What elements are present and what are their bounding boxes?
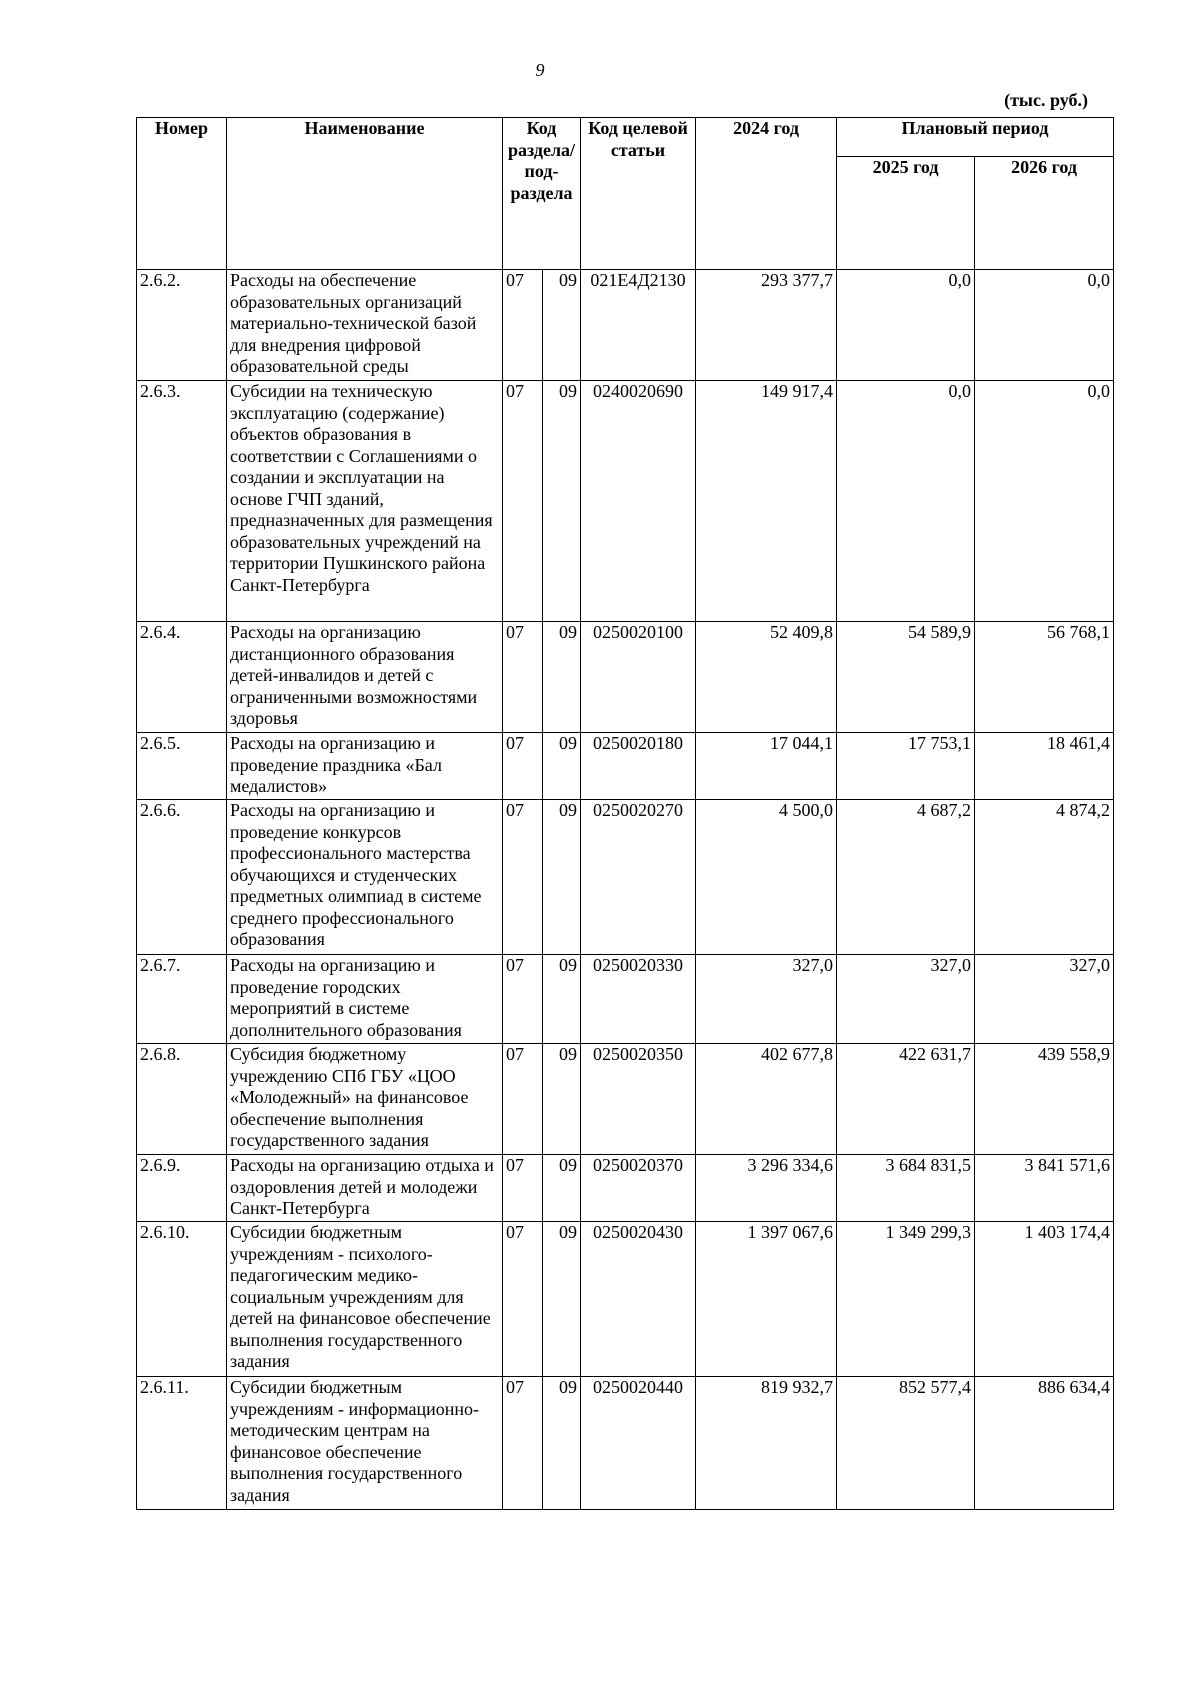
row-number: 2.6.8. (137, 1044, 227, 1155)
row-name: Расходы на обеспечение образовательных организаций материально-технической базой для внедрения цифровой образовательной среды (227, 270, 503, 381)
row-value-2024: 1 397 067,6 (696, 1222, 837, 1377)
row-subsection-code: 09 (543, 381, 581, 622)
row-target-code: 0250020100 (581, 622, 696, 733)
row-section-code: 07 (503, 270, 543, 381)
table-row (137, 1155, 1114, 1222)
row-value-2025: 4 687,2 (837, 800, 975, 955)
row-target-code: 0250020330 (581, 955, 696, 1044)
row-value-2025: 0,0 (837, 381, 975, 622)
row-value-2026: 0,0 (975, 381, 1114, 622)
row-number: 2.6.10. (137, 1222, 227, 1377)
row-section-code: 07 (503, 800, 543, 955)
header-planning-period: Плановый период (837, 118, 1114, 157)
row-number: 2.6.3. (137, 381, 227, 622)
row-name: Субсидии на техническую эксплуатацию (содержание) объектов образования в соответствии с Соглашениями о создании и эксплуатации на основе ГЧП зданий, предназначенных для размещения образовательных учреждений на территории Пушкинского района Санкт-Петербурга (227, 381, 503, 622)
row-target-code: 0250020180 (581, 733, 696, 800)
budget-table (136, 117, 1114, 1510)
row-subsection-code: 09 (543, 1222, 581, 1377)
row-value-2026: 327,0 (975, 955, 1114, 1044)
row-subsection-code: 09 (543, 800, 581, 955)
table-row (137, 1044, 1114, 1155)
header-year-2026: 2026 год (975, 157, 1114, 270)
row-section-code: 07 (503, 1044, 543, 1155)
row-subsection-code: 09 (543, 622, 581, 733)
row-name: Субсидия бюджетному учреждению СПб ГБУ «ЦОО «Молодежный» на финансовое обеспечение выполнения государственного задания (227, 1044, 503, 1155)
header-section-code: Код раздела/ под-раздела (503, 118, 581, 270)
row-value-2026: 439 558,9 (975, 1044, 1114, 1155)
header-year-2025: 2025 год (837, 157, 975, 270)
row-subsection-code: 09 (543, 1377, 581, 1510)
row-value-2026: 18 461,4 (975, 733, 1114, 800)
table-row (137, 1222, 1114, 1377)
row-subsection-code: 09 (543, 1155, 581, 1222)
row-value-2024: 52 409,8 (696, 622, 837, 733)
row-value-2026: 1 403 174,4 (975, 1222, 1114, 1377)
row-subsection-code: 09 (543, 733, 581, 800)
row-name: Субсидии бюджетным учреждениям - информационно-методическим центрам на финансовое обеспечение выполнения государственного задания (227, 1377, 503, 1510)
row-value-2024: 293 377,7 (696, 270, 837, 381)
row-subsection-code: 09 (543, 1044, 581, 1155)
row-name: Расходы на организацию дистанционного образования детей-инвалидов и детей с ограниченными возможностями здоровья (227, 622, 503, 733)
row-section-code: 07 (503, 733, 543, 800)
row-value-2024: 4 500,0 (696, 800, 837, 955)
row-value-2025: 3 684 831,5 (837, 1155, 975, 1222)
row-section-code: 07 (503, 622, 543, 733)
row-name: Субсидии бюджетным учреждениям - психолого-педагогическим медико-социальным учреждениям для детей на финансовое обеспечение выполнения государственного задания (227, 1222, 503, 1377)
table-row (137, 955, 1114, 1044)
table-header (137, 118, 1114, 270)
units-label: (тыс. руб.) (1004, 90, 1088, 110)
table-row (137, 381, 1114, 622)
row-value-2024: 402 677,8 (696, 1044, 837, 1155)
table-row (137, 733, 1114, 800)
row-value-2024: 149 917,4 (696, 381, 837, 622)
row-target-code: 0250020270 (581, 800, 696, 955)
row-subsection-code: 09 (543, 270, 581, 381)
row-target-code: 0250020440 (581, 1377, 696, 1510)
row-number: 2.6.9. (137, 1155, 227, 1222)
row-value-2024: 327,0 (696, 955, 837, 1044)
row-number: 2.6.11. (137, 1377, 227, 1510)
header-name: Наименование (227, 118, 503, 270)
row-value-2026: 886 634,4 (975, 1377, 1114, 1510)
row-number: 2.6.2. (137, 270, 227, 381)
row-section-code: 07 (503, 1155, 543, 1222)
row-number: 2.6.7. (137, 955, 227, 1044)
row-target-code: 0250020430 (581, 1222, 696, 1377)
row-section-code: 07 (503, 381, 543, 622)
table-row (137, 1377, 1114, 1510)
header-number: Номер (137, 118, 227, 270)
row-value-2025: 17 753,1 (837, 733, 975, 800)
table-row (137, 270, 1114, 381)
table-row (137, 800, 1114, 955)
table-body (137, 270, 1114, 1510)
row-target-code: 0240020690 (581, 381, 696, 622)
header-year-2024: 2024 год (696, 118, 837, 270)
row-target-code: 0250020370 (581, 1155, 696, 1222)
row-value-2026: 3 841 571,6 (975, 1155, 1114, 1222)
row-value-2025: 54 589,9 (837, 622, 975, 733)
row-section-code: 07 (503, 955, 543, 1044)
row-value-2025: 327,0 (837, 955, 975, 1044)
row-value-2025: 852 577,4 (837, 1377, 975, 1510)
row-value-2026: 0,0 (975, 270, 1114, 381)
row-value-2025: 422 631,7 (837, 1044, 975, 1155)
row-name: Расходы на организацию и проведение праздника «Бал медалистов» (227, 733, 503, 800)
row-value-2025: 0,0 (837, 270, 975, 381)
row-name: Расходы на организацию и проведение городских мероприятий в системе дополнительного образования (227, 955, 503, 1044)
row-value-2024: 17 044,1 (696, 733, 837, 800)
row-subsection-code: 09 (543, 955, 581, 1044)
table-row (137, 622, 1114, 733)
page-number: 9 (535, 60, 545, 80)
row-section-code: 07 (503, 1377, 543, 1510)
row-number: 2.6.6. (137, 800, 227, 955)
row-value-2025: 1 349 299,3 (837, 1222, 975, 1377)
header-target-code: Код целевой статьи (581, 118, 696, 270)
row-number: 2.6.4. (137, 622, 227, 733)
row-target-code: 0250020350 (581, 1044, 696, 1155)
row-value-2026: 56 768,1 (975, 622, 1114, 733)
row-value-2024: 3 296 334,6 (696, 1155, 837, 1222)
row-value-2026: 4 874,2 (975, 800, 1114, 955)
row-value-2024: 819 932,7 (696, 1377, 837, 1510)
row-section-code: 07 (503, 1222, 543, 1377)
row-name: Расходы на организацию отдыха и оздоровления детей и молодежи Санкт-Петербурга (227, 1155, 503, 1222)
row-number: 2.6.5. (137, 733, 227, 800)
row-name: Расходы на организацию и проведение конкурсов профессионального мастерства обучающихся и студенческих предметных олимпиад в системе среднего профессионального образования (227, 800, 503, 955)
row-target-code: 021E4Д2130 (581, 270, 696, 381)
